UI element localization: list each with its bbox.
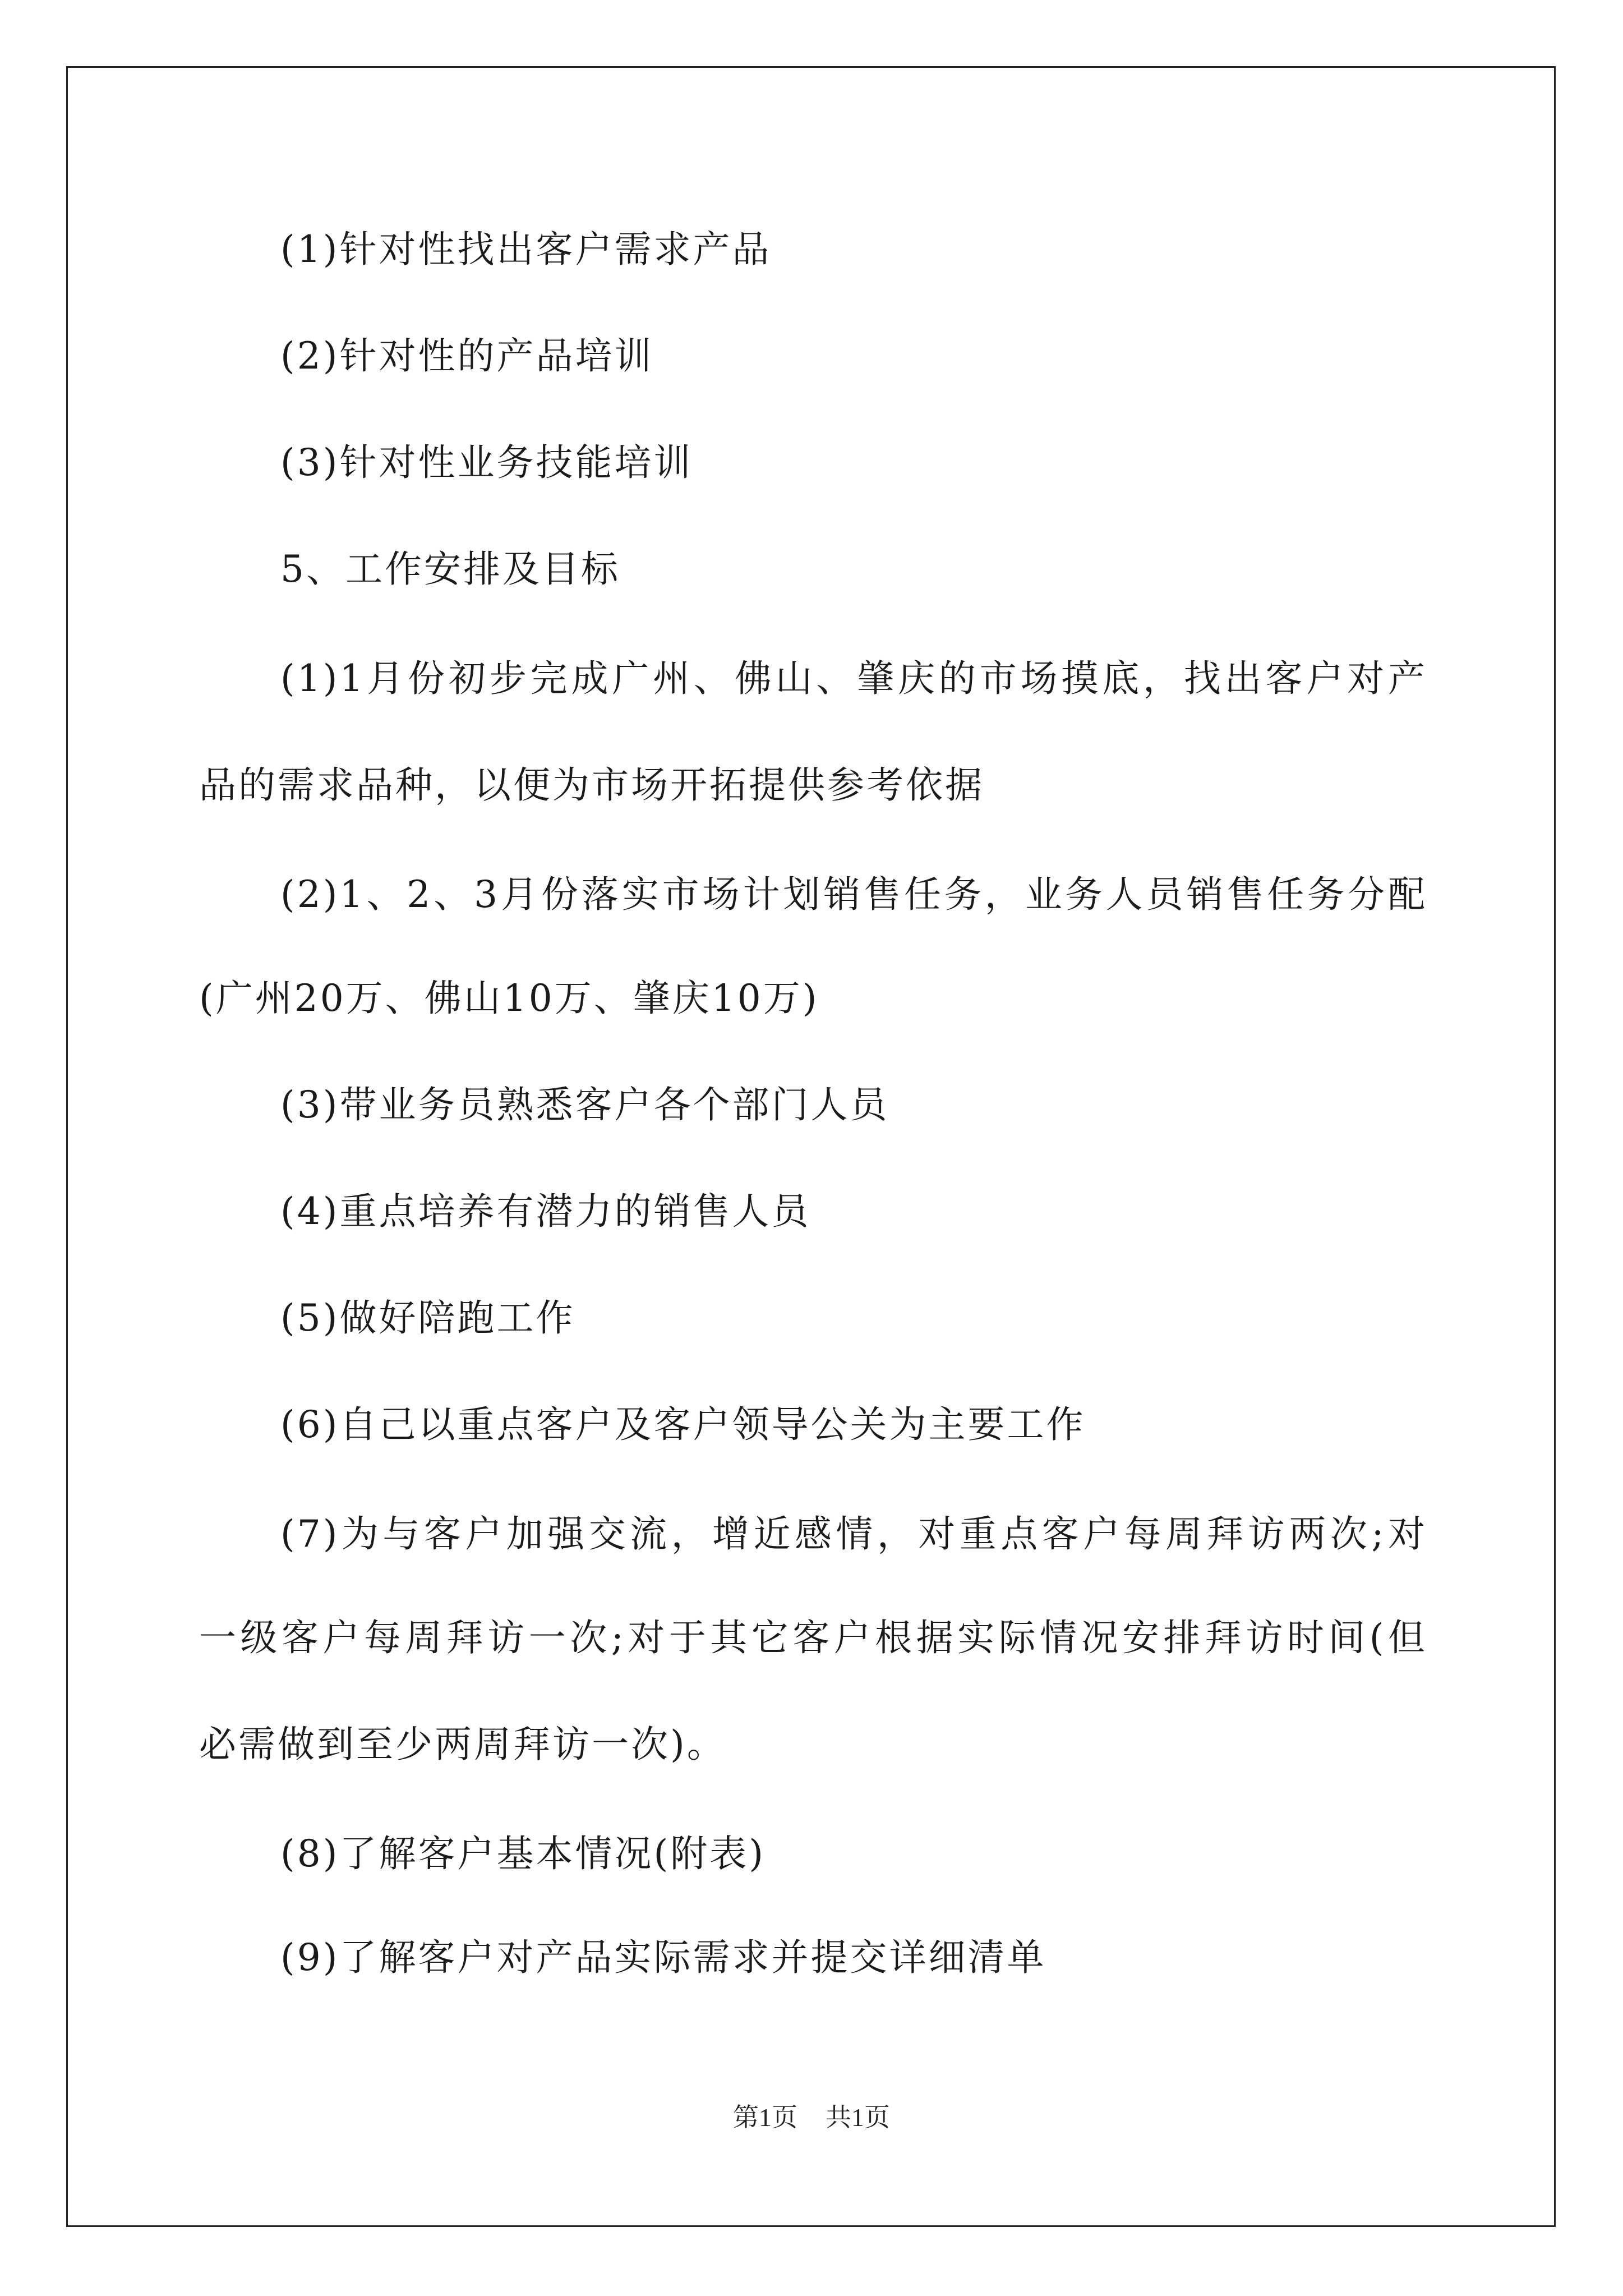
page-border bbox=[66, 66, 1556, 2227]
paragraph-line: 品的需求品种，以便为市场开拓提供参考依据 bbox=[199, 763, 984, 807]
paragraph-line: 一级客户每周拜访一次;对于其它客户根据实际情况安排拜访时间(但 bbox=[199, 1616, 1427, 1659]
paragraph-line: (9)了解客户对产品实际需求并提交详细清单 bbox=[280, 1936, 1046, 1979]
paragraph-line: (2)针对性的产品培训 bbox=[280, 334, 654, 378]
paragraph-line: (3)针对性业务技能培训 bbox=[280, 441, 693, 484]
paragraph-line: (5)做好陪跑工作 bbox=[280, 1296, 575, 1340]
paragraph-line: (7)为与客户加强交流，增近感情，对重点客户每周拜访两次;对 bbox=[280, 1512, 1427, 1556]
paragraph-line: (广州20万、佛山10万、肇庆10万) bbox=[199, 977, 819, 1020]
page-number: 第1页 bbox=[733, 2103, 797, 2132]
paragraph-line: (1)针对性找出客户需求产品 bbox=[280, 228, 772, 271]
paragraph-line: (4)重点培养有潜力的销售人员 bbox=[280, 1190, 811, 1233]
paragraph-line: (6)自己以重点客户及客户领导公关为主要工作 bbox=[280, 1403, 1086, 1446]
paragraph-line: (3)带业务员熟悉客户各个部门人员 bbox=[280, 1083, 889, 1126]
paragraph-line: (1)1月份初步完成广州、佛山、肇庆的市场摸底，找出客户对产 bbox=[280, 657, 1427, 700]
page-footer bbox=[0, 2101, 1623, 2134]
section-heading: 5、工作安排及目标 bbox=[280, 547, 620, 591]
paragraph-line: 必需做到至少两周拜访一次)。 bbox=[199, 1723, 726, 1766]
paragraph-line: (2)1、2、3月份落实市场计划销售任务，业务人员销售任务分配 bbox=[280, 873, 1427, 916]
paragraph-line: (8)了解客户基本情况(附表) bbox=[280, 1832, 766, 1875]
page-total: 共1页 bbox=[826, 2103, 890, 2132]
